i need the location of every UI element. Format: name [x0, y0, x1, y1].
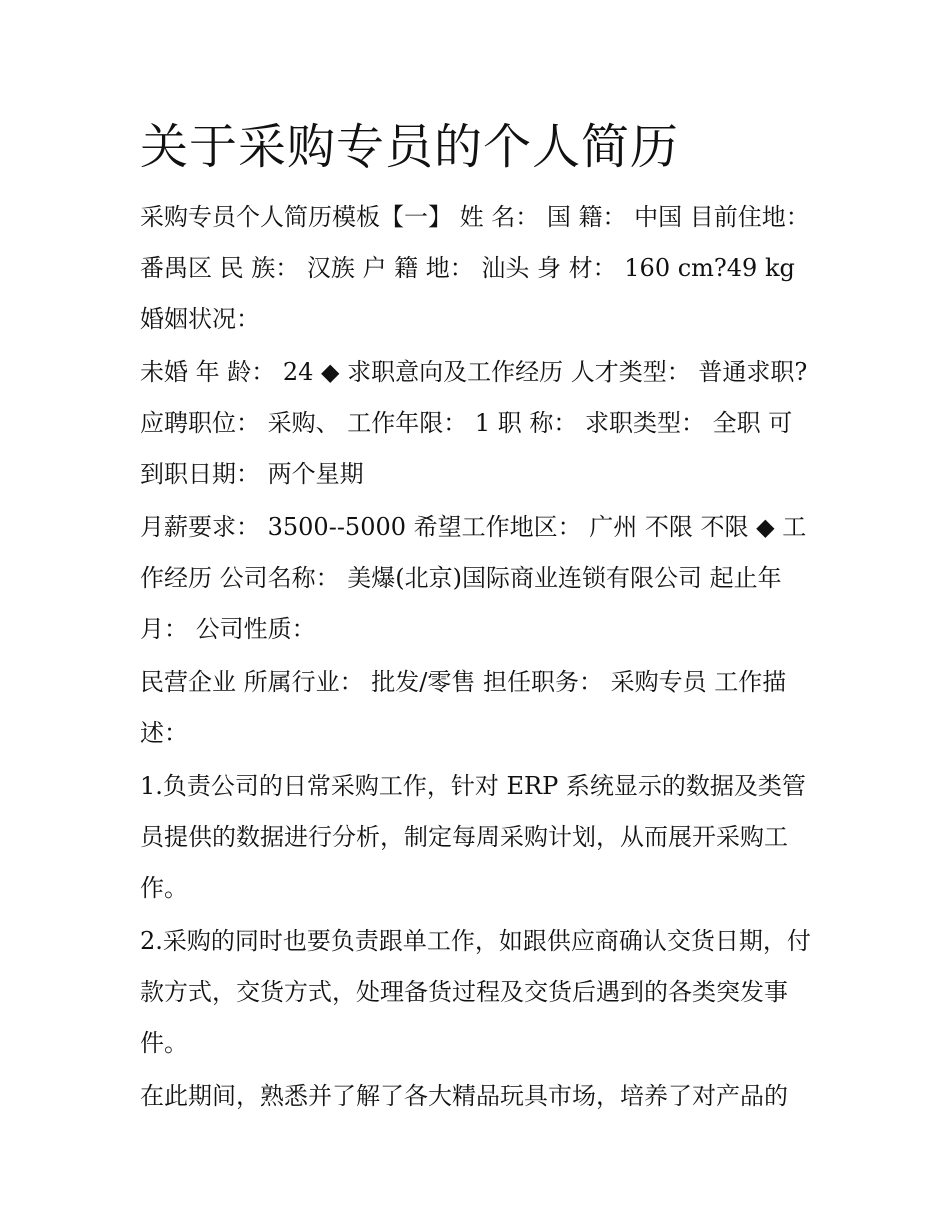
- paragraph-market-knowledge: 在此期间，熟悉并了解了各大精品玩具市场，培养了对产品的: [140, 1082, 788, 1110]
- paragraph-salary-experience: 月薪要求： 3500--5000 希望工作地区： 广州 不限 不限 ◆ 工作经历 公司名称： 美爆(北京)国际商业连锁有限公司 起止年月： 公司性质：: [140, 513, 807, 643]
- document-body: [140, 112, 812, 1124]
- paragraph-duty-1: 1.负责公司的日常采购工作，针对 ERP 系统显示的数据及类管员提供的数据进行分析，制定每周采购计划，从而展开采购工作。: [140, 772, 806, 902]
- paragraph-company-info: 民营企业 所属行业： 批发/零售 担任职务： 采购专员 工作描述：: [140, 668, 787, 747]
- paragraph-job-intent: 未婚 年 龄： 24 ◆ 求职意向及工作经历 人才类型： 普通求职? 应聘职位： 采购、 工作年限： 1 职 称： 求职类型： 全职 可到职日期： 两个星期: [140, 358, 808, 488]
- paragraph-duty-2: 2.采购的同时也要负责跟单工作，如跟供应商确认交货日期，付款方式，交货方式，处理备货过程及交货后遇到的各类突发事件。: [140, 927, 811, 1057]
- paragraph-personal-info: 采购专员个人简历模板【一】 姓 名： 国 籍： 中国 目前住地： 番禺区 民 族： 汉族 户 籍 地： 汕头 身 材： 160 cm?49 kg 婚姻状况：: [140, 203, 810, 333]
- document-title: 关于采购专员的个人简历: [140, 119, 680, 175]
